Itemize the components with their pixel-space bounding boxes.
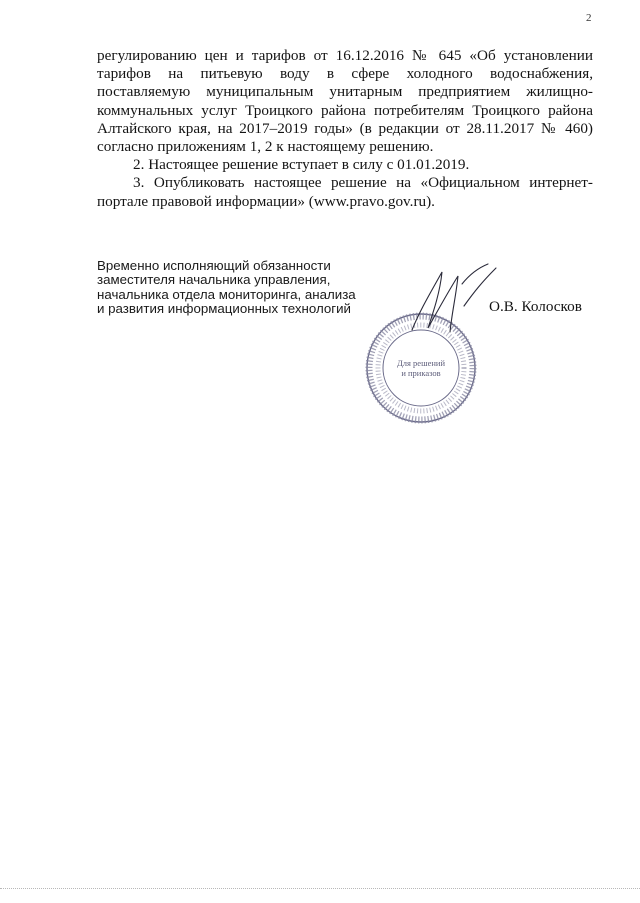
signatory-title-line: начальника отдела мониторинга, анализа <box>97 286 356 302</box>
signatory-title-line: Временно исполняющий обязанности <box>97 258 331 273</box>
signatory-name: О.В. Колосков <box>489 298 582 315</box>
paragraph-3: 3. Опубликовать настоящее решение на «Официальном интернет-портале правовой информации» (www.pravo.gov.ru). <box>97 174 593 210</box>
footer-divider <box>0 888 640 889</box>
signatory-title-line: и развития информационных технологий <box>97 300 351 316</box>
signatory-title-line: заместителя начальника управления, <box>97 272 331 288</box>
stamp-text-line-2: и приказов <box>401 368 441 378</box>
document-body <box>97 47 593 211</box>
page-number: 2 <box>586 12 592 24</box>
stamp-text-line-1: Для решений <box>396 358 446 368</box>
paragraph-1: регулированию цен и тарифов от 16.12.2016 № 645 «Об установлении тарифов на питьевую воду в сфере холодного водоснабжения, поставляемую муниципальным унитарным предприятием жилищно-коммунальных услуг Троицкого района потребителям Троицкого района Алтайского края, на 2017–2019 годы» (в редакции от 28.11.2017 № 460) согласно приложениям 1, 2 к настоящему решению. <box>97 47 593 156</box>
paragraph-2: 2. Настоящее решение вступает в силу с 01.01.2019. <box>133 156 470 174</box>
signatory-title <box>97 259 356 316</box>
